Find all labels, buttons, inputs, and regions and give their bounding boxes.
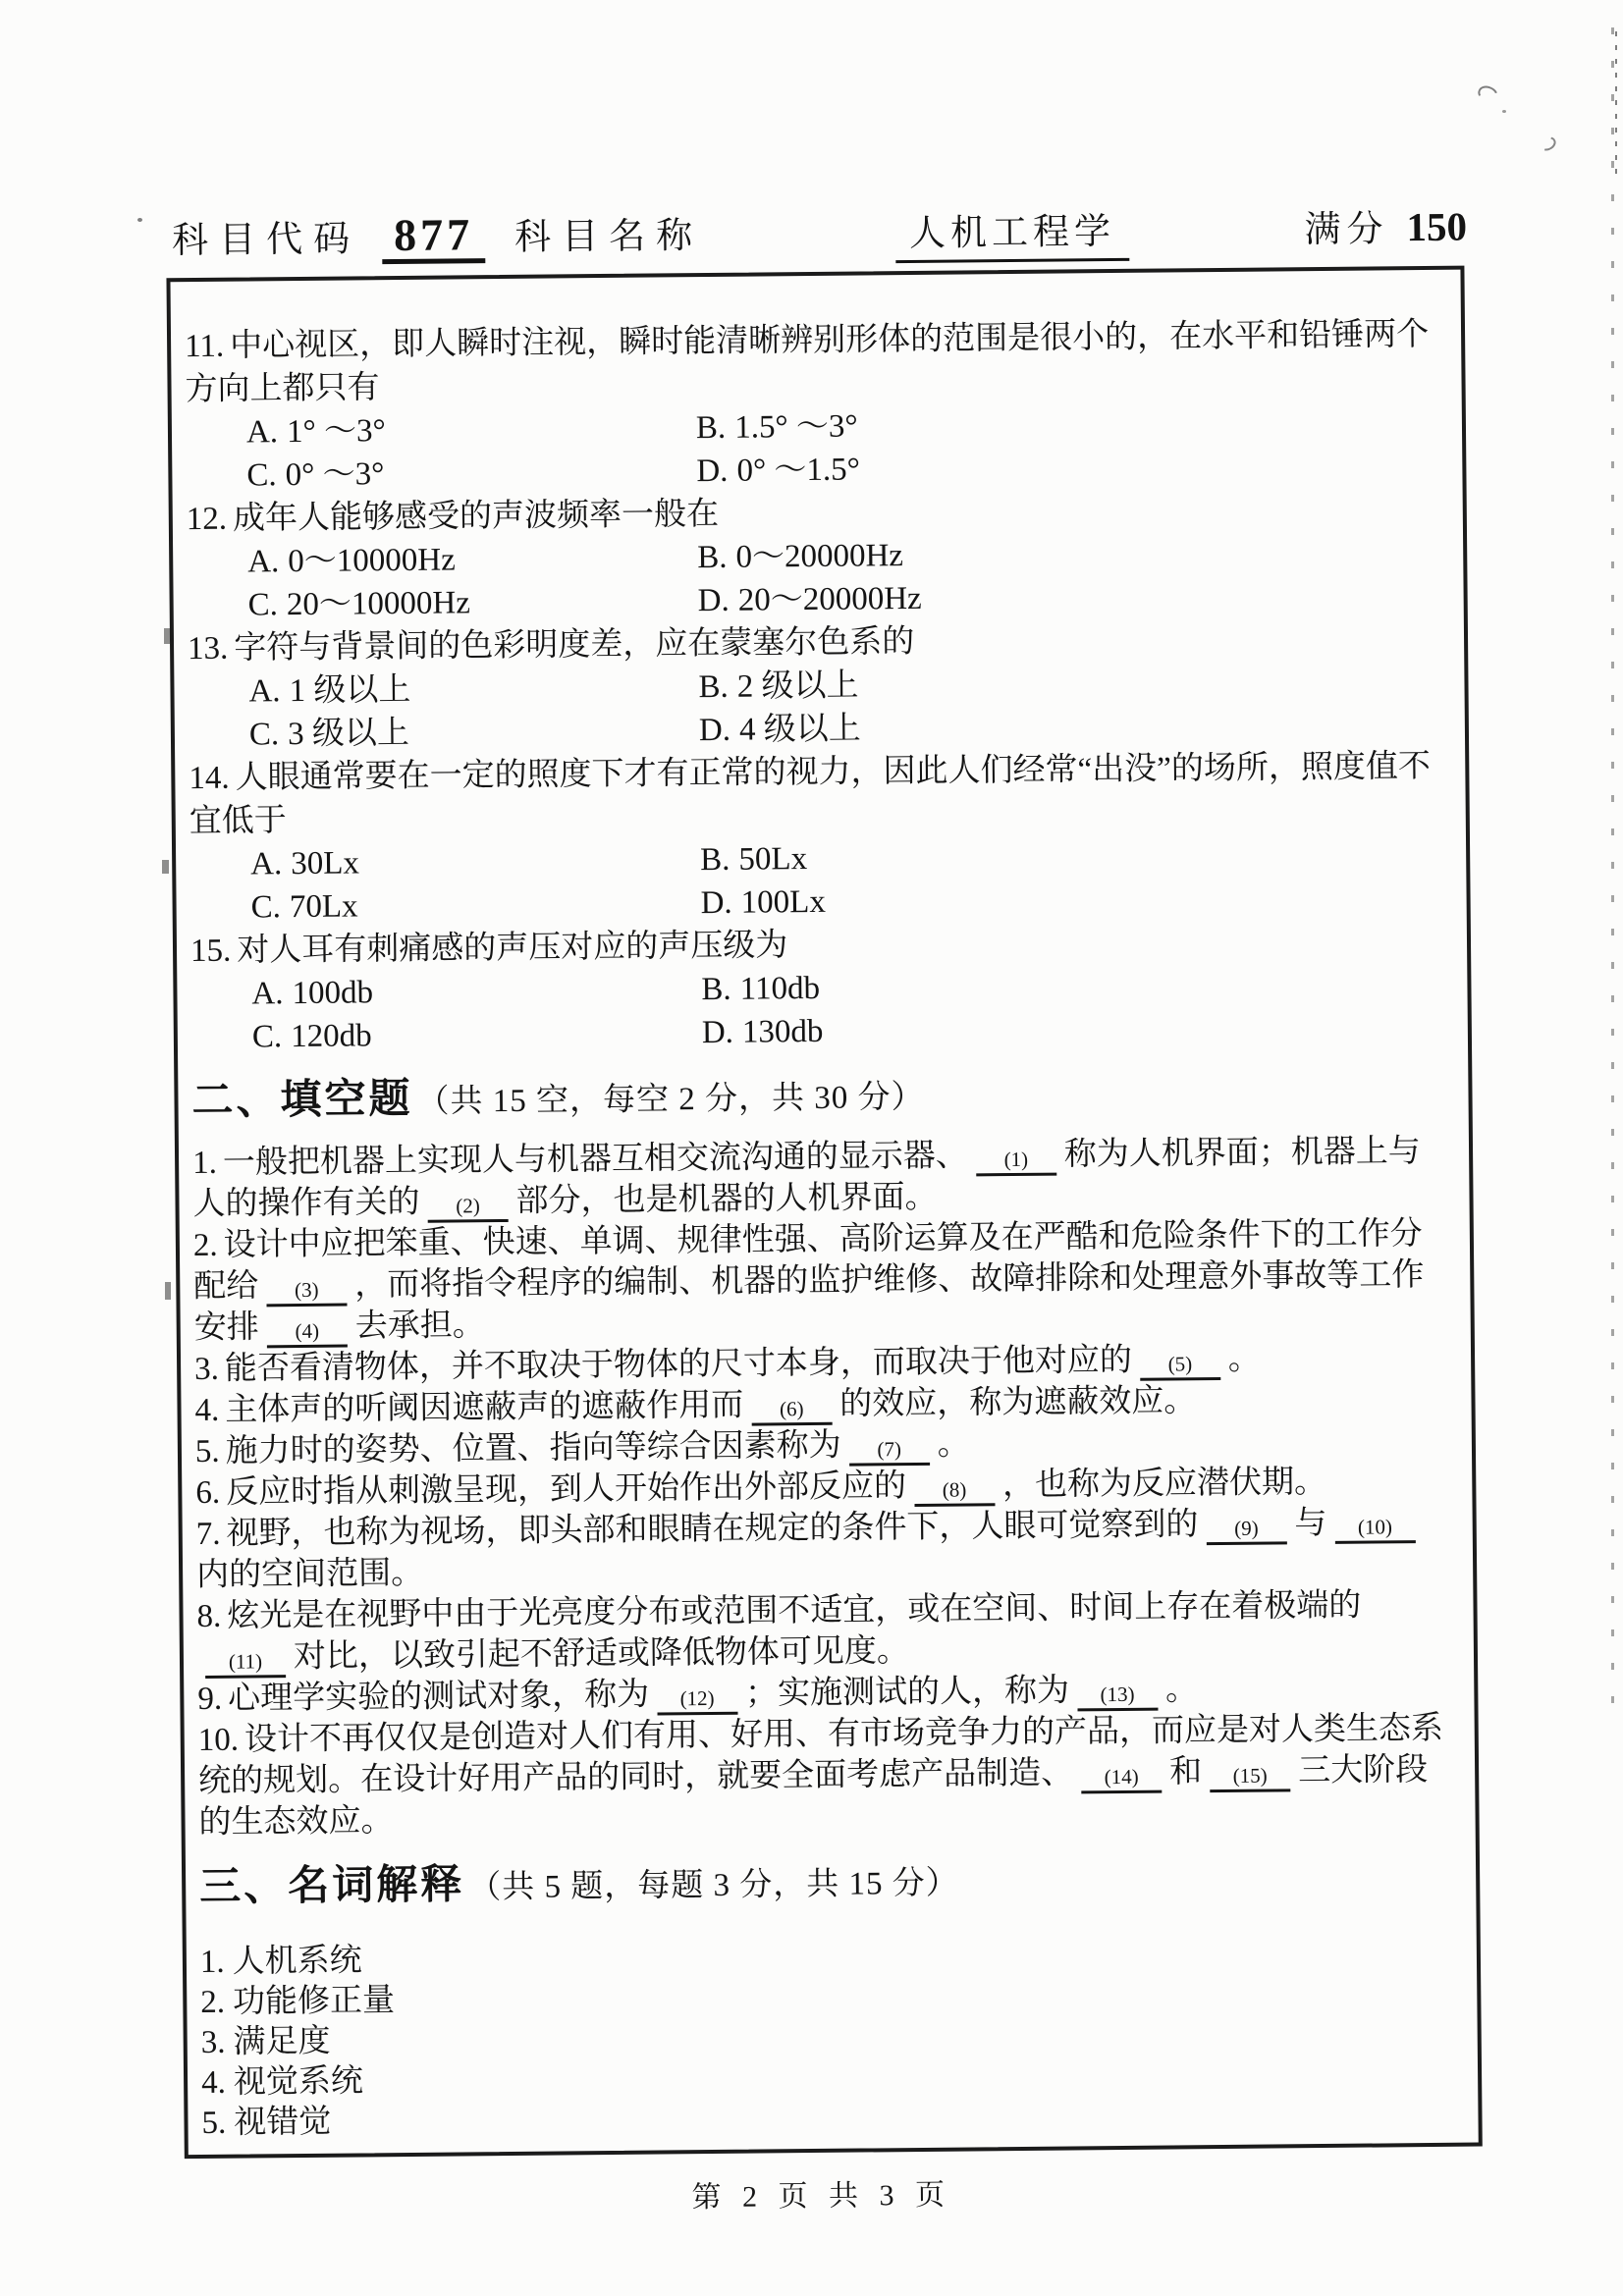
fill-item-text: 心理学实验的测试对象，称为	[227, 1677, 650, 1717]
mc-option-label: C.	[248, 717, 280, 753]
fill-item-number: 9.	[197, 1681, 223, 1718]
mc-question	[189, 745, 1441, 930]
subject-name-value: 人机工程学	[895, 201, 1130, 263]
mc-question-body: 对人耳有刺痛感的声压对应的声压级为	[237, 928, 788, 969]
fill-blank-underline	[1140, 1344, 1220, 1381]
fill-blank-number: (1)	[1003, 1147, 1029, 1172]
fill-blank-title-text: 二、填空题	[191, 1076, 413, 1125]
mc-option-text: 0～20000Hz	[735, 538, 904, 575]
page-footer: 第 2 页 共 3 页	[691, 2178, 952, 2215]
fill-blank-number: (15)	[1232, 1763, 1268, 1788]
fill-blank-number: (9)	[1234, 1516, 1259, 1540]
fill-item-text: 能否看清物体，并不取决于物体的尺寸本身，而取决于他对应的	[224, 1342, 1133, 1387]
scan-smudge-artifact	[164, 628, 170, 644]
multiple-choice-section	[185, 313, 1442, 1059]
fill-item-number: 3.	[193, 1351, 220, 1388]
fill-blank-number: (4)	[295, 1318, 320, 1344]
fill-item-text: 炫光是在视野中由于光亮度分布或范围不适宜，或在空间、时间上存在着极端的	[227, 1587, 1362, 1634]
fill-blank-number: (10)	[1357, 1515, 1393, 1539]
mc-option-label: A.	[245, 414, 279, 451]
scan-edge-artifact	[1615, 31, 1617, 179]
fill-blank-number: (11)	[228, 1649, 263, 1674]
mc-option-text: 20～10000Hz	[286, 585, 471, 623]
mc-option	[250, 838, 700, 885]
full-score-value: 150	[1406, 203, 1468, 250]
fill-item-text: 设计中应把笨重、快速、单调、规律性强、高阶运算及在严酷和危险条件下的工作分配给	[193, 1216, 1423, 1306]
fill-blank-underline	[976, 1140, 1056, 1177]
full-score-label: 满分	[1304, 209, 1389, 251]
fill-item-text: 称为人机界面；机器上与人的操作有关的	[192, 1134, 1421, 1223]
fill-blank-underline	[1206, 1508, 1286, 1545]
mc-option-label: B.	[695, 409, 727, 447]
mc-option-text: 120db	[290, 1018, 372, 1055]
mc-option-label: D.	[701, 1014, 734, 1051]
mc-option	[697, 577, 921, 622]
fill-blank-underline	[267, 1311, 348, 1349]
fill-blank-number: (14)	[1104, 1764, 1139, 1789]
terms-title-meta: （共 5 题，每题 3 分，共 15 分）	[468, 1865, 959, 1906]
mc-option	[251, 968, 701, 1015]
mc-question-number: 14.	[189, 760, 230, 797]
fill-item-text: 主体声的听阈因遮蔽声的遮蔽作用而	[225, 1387, 744, 1428]
exam-header	[172, 198, 1468, 271]
fill-item	[193, 1213, 1445, 1349]
term-item-number: 5.	[201, 2105, 227, 2142]
mc-option-text: 0° ～1.5°	[736, 452, 861, 489]
fill-item-text: ，也称为反应潜伏期。	[1001, 1464, 1327, 1504]
mc-option-label: D.	[696, 453, 729, 490]
fill-item-text: 和	[1168, 1754, 1203, 1790]
mc-question-body: 中心视区，即人瞬时注视，瞬时能清晰辨别形体的范围是很小的，在水平和铅锤两个方向上都只有	[185, 316, 1430, 408]
fill-blank-underline	[1210, 1755, 1290, 1792]
scan-speck-artifact	[1502, 110, 1506, 113]
mc-question-number: 12.	[186, 501, 228, 538]
mc-option-label: C.	[246, 457, 277, 494]
fill-item	[196, 1502, 1448, 1596]
mc-option	[696, 448, 860, 493]
fill-blank-underline	[657, 1679, 737, 1716]
fill-blank-number: (8)	[942, 1477, 967, 1502]
fill-blank-number: (5)	[1167, 1352, 1193, 1376]
mc-option-text: 4 级以上	[738, 711, 861, 748]
fill-item-text: 。	[1164, 1672, 1199, 1708]
fill-item-number: 2.	[192, 1227, 218, 1264]
mc-option-label: B.	[697, 539, 728, 576]
subject-code-value: 877	[382, 211, 486, 264]
mc-option-text: 0° ～3°	[285, 456, 385, 494]
mc-option	[246, 450, 696, 497]
fill-item-text: 三大阶段的生态效应。	[198, 1752, 1429, 1842]
mc-question-number: 11.	[184, 328, 225, 365]
mc-option-text: 3 级以上	[288, 715, 410, 753]
mc-option	[698, 665, 858, 710]
fill-blank-underline	[1077, 1675, 1158, 1712]
mc-option-text: 70Lx	[289, 888, 358, 926]
fill-blank-number: (6)	[779, 1397, 804, 1421]
fill-item-text: 设计不再仅仅是创造对人们有用、好用、有市场竞争力的产品，而应是对人类生态系统的规划。在设计好用产品的同时，就要全面考虑产品制造、	[197, 1710, 1444, 1800]
fill-blank-underline	[266, 1270, 347, 1308]
mc-option	[700, 881, 826, 925]
fill-item-text: 。	[1227, 1341, 1262, 1377]
fill-blank-underline	[1081, 1757, 1162, 1794]
mc-option-label: D.	[697, 582, 730, 619]
mc-question-body: 成年人能够感受的声波频率一般在	[232, 496, 720, 537]
fill-blank-underline	[205, 1641, 286, 1679]
fill-item-text: ，而将指令程序的编制、机器的监护维修、故障排除和处理意外事故等工作安排	[193, 1257, 1425, 1347]
fill-blank-number: (12)	[679, 1685, 715, 1711]
subject-name-label: 科目名称	[514, 216, 704, 258]
mc-question-number: 13.	[187, 630, 229, 667]
mc-option-label: C.	[250, 889, 282, 926]
mc-option	[247, 536, 697, 583]
mc-question	[185, 313, 1437, 498]
fill-item	[198, 1708, 1450, 1843]
fill-blank-underline	[427, 1186, 508, 1223]
scan-speck-artifact	[137, 218, 142, 222]
fill-item-text: 施力时的姿势、位置、指向等综合因素称为	[225, 1427, 841, 1469]
mc-option	[252, 1011, 702, 1058]
mc-option-label: B.	[700, 841, 730, 879]
mc-option	[696, 405, 858, 451]
mc-option-label: A.	[250, 846, 283, 882]
term-item-number: 1.	[199, 1944, 225, 1981]
mc-question-text	[189, 745, 1440, 843]
mc-question	[187, 486, 1438, 627]
mc-option	[247, 579, 697, 626]
mc-option-label: A.	[247, 544, 280, 580]
scan-smudge-artifact	[162, 860, 169, 874]
scan-edge-artifact	[1611, 27, 1614, 1726]
fill-item-text: 视野，也称为视场，即头部和眼睛在规定的条件下，人眼可觉察到的	[226, 1507, 1199, 1552]
fill-blank-underline	[751, 1389, 832, 1426]
fill-item-text: 对比，以致引起不舒适或降低物体可见度。	[293, 1633, 910, 1676]
mc-option	[697, 534, 903, 579]
term-item-text: 视错觉	[234, 2104, 332, 2141]
fill-item-text: 与	[1294, 1505, 1327, 1542]
fill-item-number: 4.	[194, 1392, 220, 1429]
fill-item-text: 一般把机器上实现人与机器互相交流沟通的显示器、	[222, 1138, 969, 1181]
term-item-text: 视觉系统	[233, 2063, 364, 2101]
mc-option-label: A.	[251, 976, 284, 1012]
term-item-text: 人机系统	[232, 1943, 362, 1980]
mc-question	[190, 918, 1442, 1059]
fill-item-number: 5.	[194, 1433, 220, 1470]
mc-option	[702, 1010, 824, 1054]
fill-blank-title-meta: （共 15 空，每空 2 分，共 30 分）	[416, 1079, 925, 1120]
fill-blank-number: (3)	[294, 1277, 319, 1303]
fill-item	[196, 1584, 1448, 1679]
mc-option	[246, 406, 696, 454]
fill-item-text: 反应时指从刺激呈现，到人开始作出外部反应的	[225, 1468, 907, 1511]
mc-option	[250, 881, 700, 929]
mc-option-label: D.	[700, 884, 732, 922]
mc-option-text: 2 级以上	[736, 667, 859, 705]
term-item-number: 3.	[200, 2024, 226, 2061]
mc-option-text: 100db	[292, 975, 374, 1012]
fill-item-number: 6.	[195, 1474, 221, 1512]
mc-question-number: 15.	[189, 933, 232, 970]
full-score-group	[1304, 198, 1467, 253]
mc-question-body: 人眼通常要在一定的照度下才有正常的视力，因此人们经常“出没”的场所，照度值不宜低于	[189, 748, 1432, 840]
term-item-number: 2.	[200, 1984, 226, 2021]
mc-option-text: 100Lx	[740, 883, 827, 921]
subject-code-label: 科目代码	[171, 219, 361, 262]
mc-option	[249, 709, 699, 756]
mc-option-label: C.	[247, 587, 279, 623]
term-item-text: 满足度	[233, 2023, 331, 2060]
fill-item-number: 8.	[196, 1598, 222, 1635]
content-box	[166, 266, 1482, 2160]
mc-option	[699, 707, 861, 752]
fill-item-text: 的效应，称为遮蔽效应。	[839, 1383, 1197, 1422]
mc-option-text: 1° ～3°	[286, 413, 386, 451]
terms-title-text: 三、名词解释	[198, 1862, 465, 1911]
mc-option-label: B.	[698, 668, 729, 706]
fill-item-number: 7.	[195, 1516, 221, 1553]
mc-option-text: 50Lx	[738, 841, 808, 878]
fill-item-number: 1.	[191, 1145, 218, 1182]
mc-option-text: 1.5° ～3°	[734, 408, 858, 446]
fill-item-text: ；实施测试的人，称为	[744, 1673, 1070, 1712]
fill-item-text: 部分，也是机器的人机界面。	[515, 1179, 938, 1219]
fill-blank-number: (2)	[456, 1194, 480, 1218]
mc-option-text: 20～20000Hz	[737, 580, 922, 618]
term-item-text: 功能修正量	[232, 1983, 396, 2020]
mc-question	[188, 615, 1439, 757]
mc-option-text: 110db	[739, 970, 821, 1007]
fill-blank-underline	[914, 1469, 995, 1507]
fill-blank-section	[192, 1131, 1450, 1843]
fill-blank-number: (7)	[877, 1437, 902, 1462]
mc-option-text: 1 级以上	[289, 671, 411, 710]
mc-option-label: B.	[701, 971, 731, 1008]
fill-item-text: 去承担。	[354, 1308, 485, 1345]
fill-blank-underline	[1334, 1507, 1415, 1544]
fill-blank-underline	[849, 1429, 930, 1467]
mc-option-label: A.	[248, 673, 281, 710]
term-item-number: 4.	[200, 2064, 227, 2102]
terms-section	[200, 1931, 1453, 2144]
mc-option-text: 0～10000Hz	[288, 542, 456, 580]
mc-question-text	[185, 313, 1436, 411]
fill-item	[192, 1131, 1444, 1225]
mc-option-label: D.	[698, 712, 731, 749]
mc-option-text: 130db	[741, 1013, 824, 1050]
mc-option-text: 30Lx	[291, 845, 360, 882]
fill-blank-number: (13)	[1100, 1682, 1135, 1707]
fill-item-text: 。	[937, 1426, 970, 1463]
fill-item-text: 内的空间范围。	[195, 1555, 424, 1594]
scan-smudge-artifact	[165, 1282, 171, 1300]
terms-section-title	[199, 1849, 1450, 1917]
fill-blank-section-title	[191, 1063, 1442, 1131]
fill-item-number: 10.	[197, 1722, 240, 1759]
mc-question-body: 字符与背景间的色彩明度差，应在蒙塞尔色系的	[234, 623, 915, 667]
mc-option	[701, 967, 820, 1011]
mc-option	[700, 837, 807, 881]
mc-option	[248, 666, 698, 713]
mc-option-label: C.	[251, 1019, 283, 1055]
